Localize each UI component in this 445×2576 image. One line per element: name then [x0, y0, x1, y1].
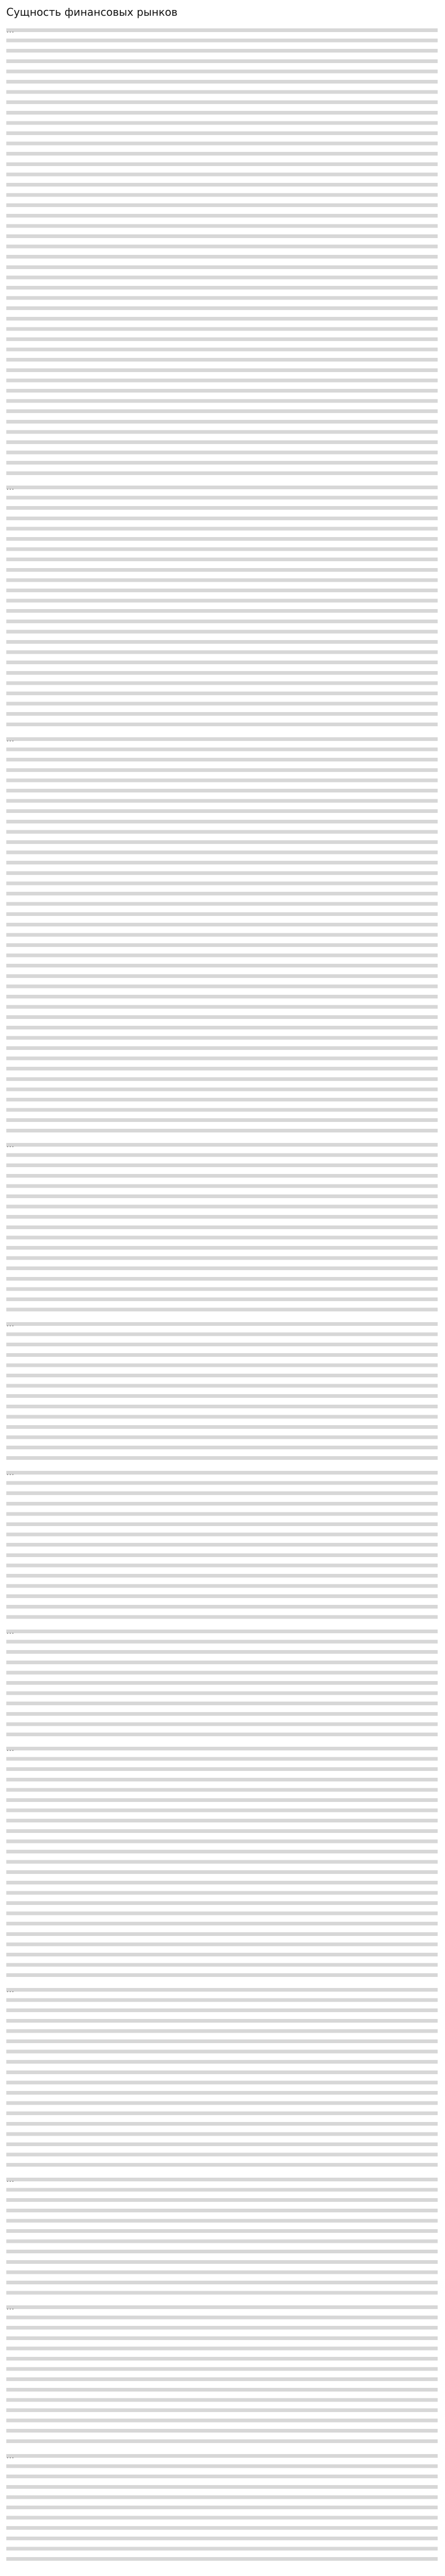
paragraph-list	[6, 25, 438, 2564]
paragraph: …	[6, 482, 438, 729]
paragraph: …	[6, 1626, 438, 1740]
paragraph: …	[6, 1985, 438, 2170]
paragraph: …	[6, 1468, 438, 1622]
paragraph: …	[6, 1140, 438, 1315]
paragraph: …	[6, 1319, 438, 1463]
paragraph: …	[6, 2451, 438, 2564]
paragraph: …	[6, 2175, 438, 2298]
paragraph: …	[6, 2302, 438, 2446]
paragraph: …	[6, 734, 438, 1136]
page-title: Сущность финансовых рынков	[6, 6, 178, 18]
paragraph: …	[6, 25, 438, 478]
paragraph: …	[6, 1744, 438, 1981]
